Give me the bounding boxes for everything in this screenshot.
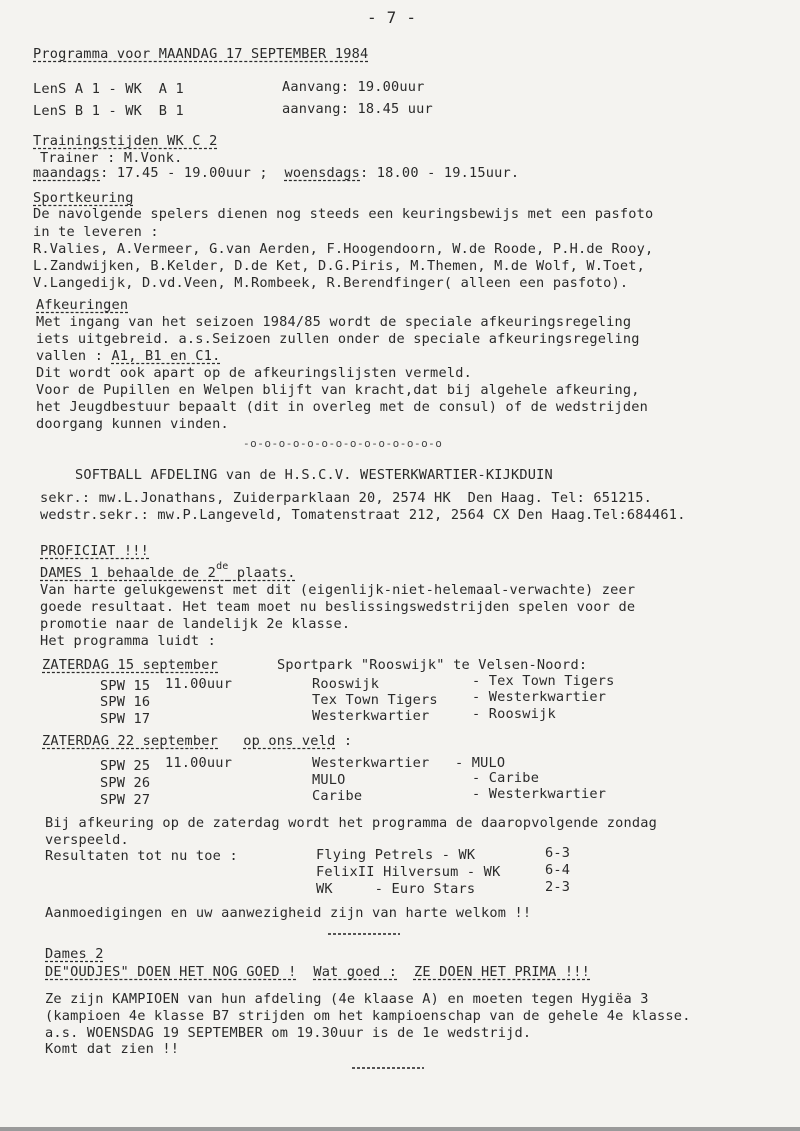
game-time: 11.00uur bbox=[165, 755, 233, 771]
section-separator: -o-o-o-o-o-o-o-o-o-o-o-o-o-o bbox=[243, 437, 443, 450]
superscript: de bbox=[216, 561, 229, 572]
dames2-title: Dames 2 bbox=[45, 946, 104, 962]
result-match: FelixII Hilversum - WK bbox=[316, 864, 501, 880]
encouragement: Aanmoedigingen en uw aanwezigheid zijn van harte welkom !! bbox=[45, 905, 532, 921]
paragraph-line bbox=[36, 348, 220, 364]
game-away: - Caribe bbox=[472, 770, 540, 786]
game-code: SPW 17 bbox=[100, 711, 151, 727]
headline-wat-goed: Wat goed : bbox=[313, 964, 398, 980]
paragraph-line: het Jeugdbestuur bepaalt (dit in overleg met de consul) of de wedstrijden bbox=[36, 399, 649, 415]
trainer: Trainer : M.Vonk. bbox=[40, 150, 183, 166]
result-match: WK - Euro Stars bbox=[316, 881, 476, 897]
wednesday-label: woensdags bbox=[284, 165, 361, 181]
match-teams: LenS B 1 - WK B 1 bbox=[33, 103, 184, 119]
paragraph-line: Van harte gelukgewenst met dit (eigenlijk-niet-helemaal-verwachte) zeer bbox=[40, 582, 636, 598]
schedule-day: ZATERDAG 22 september bbox=[42, 733, 219, 749]
result-score: 6-3 bbox=[545, 845, 571, 861]
text-span: plaats. bbox=[228, 565, 296, 581]
game-away: - Westerkwartier bbox=[472, 689, 607, 705]
schedule-venue: op ons veld bbox=[243, 733, 336, 749]
monday-label: maandags bbox=[33, 165, 101, 181]
text-span: : bbox=[335, 733, 353, 749]
schedule-venue: Sportpark "Rooswijk" te Velsen-Noord: bbox=[277, 657, 588, 673]
secretary-line: sekr.: mw.L.Jonathans, Zuiderparklaan 20, 2574 HK Den Haag. Tel: 651215. bbox=[40, 490, 653, 506]
paragraph-line: a.s. WOENSDAG 19 SEPTEMBER om 19.30uur is de 1e wedstrijd. bbox=[45, 1025, 532, 1041]
game-away: - Westerkwartier bbox=[472, 786, 607, 802]
schedule-day-line bbox=[42, 733, 352, 749]
separator-line bbox=[352, 1067, 424, 1069]
paragraph-line: Voor de Pupillen en Welpen blijft van kracht,dat bij algehele afkeuring, bbox=[36, 382, 640, 398]
paragraph-line: doorgang kunnen vinden. bbox=[36, 416, 229, 432]
result-match: Flying Petrels - WK bbox=[316, 847, 476, 863]
paragraph-line: Dit wordt ook apart op de afkeuringslijsten vermeld. bbox=[36, 365, 472, 381]
paragraph-line: goede resultaat. Het team moet nu beslissingswedstrijden spelen voor de bbox=[40, 599, 636, 615]
paragraph-line: Bij afkeuring op de zaterdag wordt het programma de daaropvolgende zondag bbox=[45, 815, 658, 831]
text-span: DAMES 1 behaalde de 2 bbox=[40, 565, 217, 581]
results-label: Resultaten tot nu toe : bbox=[45, 848, 238, 864]
page-number: - 7 - bbox=[367, 8, 417, 27]
match-teams: LenS A 1 - WK A 1 bbox=[33, 81, 184, 97]
afkeuringen-title: Afkeuringen bbox=[36, 297, 129, 313]
paragraph-line: promotie naar de landelijk 2e klasse. bbox=[40, 616, 351, 632]
match-secretary-line: wedstr.sekr.: mw.P.Langeveld, Tomatenstraat 212, 2564 CX Den Haag.Tel:684461. bbox=[40, 507, 686, 523]
game-home: Westerkwartier bbox=[312, 755, 430, 771]
proficiat-subtitle bbox=[40, 561, 296, 583]
game-home: Tex Town Tigers bbox=[312, 692, 438, 708]
game-home: Rooswijk bbox=[312, 676, 380, 692]
game-away: - MULO bbox=[455, 755, 506, 771]
proficiat-title: PROFICIAT !!! bbox=[40, 543, 149, 559]
game-home: Westerkwartier bbox=[312, 708, 430, 724]
schedule-day: ZATERDAG 15 september bbox=[42, 657, 219, 673]
training-times bbox=[33, 165, 519, 181]
dames2-headline bbox=[45, 964, 590, 980]
paragraph-line: iets uitgebreid. a.s.Seizoen zullen onder de speciale afkeuringsregeling bbox=[36, 331, 640, 347]
paragraph-line: Met ingang van het seizoen 1984/85 wordt de speciale afkeuringsregeling bbox=[36, 314, 632, 330]
game-time: 11.00uur bbox=[165, 676, 233, 692]
softball-heading: SOFTBALL AFDELING van de H.S.C.V. WESTERKWARTIER-KIJKDUIN bbox=[75, 467, 553, 483]
scan-edge bbox=[0, 1127, 800, 1131]
paragraph-line: Ze zijn KAMPIOEN van hun afdeling (4e klaase A) en moeten tegen Hygiëa 3 bbox=[45, 991, 649, 1007]
training-title: Trainingstijden WK C 2 bbox=[33, 133, 218, 149]
result-score: 2-3 bbox=[545, 879, 571, 895]
paragraph-line: Het programma luidt : bbox=[40, 633, 217, 649]
separator-line bbox=[328, 933, 400, 935]
paragraph-line: L.Zandwijken, B.Kelder, D.de Ket, D.G.Piris, M.Themen, M.de Wolf, W.Toet, bbox=[33, 258, 646, 274]
wednesday-time: : 18.00 - 19.15uur. bbox=[360, 165, 520, 181]
paragraph-line: verspeeld. bbox=[45, 832, 129, 848]
result-score: 6-4 bbox=[545, 862, 571, 878]
game-code: SPW 25 bbox=[100, 758, 151, 774]
monday-program-title: Programma voor MAANDAG 17 SEPTEMBER 1984 bbox=[33, 46, 369, 62]
game-away: - Rooswijk bbox=[472, 706, 556, 722]
text-span: vallen : bbox=[36, 348, 112, 364]
match-time: aanvang: 18.45 uur bbox=[282, 101, 433, 117]
paragraph-line: in te leveren : bbox=[33, 224, 159, 240]
affected-classes: A1, B1 en C1. bbox=[111, 348, 221, 364]
paragraph-line: (kampioen 4e klasse B7 strijden om het kampioenschap van de gehele 4e klasse. bbox=[45, 1008, 691, 1024]
paragraph-line: V.Langedijk, D.vd.Veen, M.Rombeek, R.Berendfinger( alleen een pasfoto). bbox=[33, 275, 629, 291]
game-home: MULO bbox=[312, 772, 346, 788]
game-code: SPW 16 bbox=[100, 694, 151, 710]
paragraph-line: Komt dat zien !! bbox=[45, 1041, 180, 1057]
game-away: - Tex Town Tigers bbox=[472, 673, 615, 689]
monday-time: : 17.45 - 19.00uur ; bbox=[100, 165, 268, 181]
sportkeuring-title: Sportkeuring bbox=[33, 190, 134, 206]
paragraph-line: De navolgende spelers dienen nog steeds een keuringsbewijs met een pasfoto bbox=[33, 206, 654, 222]
game-code: SPW 26 bbox=[100, 775, 151, 791]
headline-oudjes: DE"OUDJES" DOEN HET NOG GOED ! bbox=[45, 964, 297, 980]
headline-prima: ZE DOEN HET PRIMA !!! bbox=[413, 964, 591, 980]
game-code: SPW 15 bbox=[100, 678, 151, 694]
match-time: Aanvang: 19.00uur bbox=[282, 79, 425, 95]
game-home: Caribe bbox=[312, 788, 363, 804]
game-code: SPW 27 bbox=[100, 792, 151, 808]
paragraph-line: R.Valies, A.Vermeer, G.van Aerden, F.Hoogendoorn, W.de Roode, P.H.de Rooy, bbox=[33, 241, 654, 257]
